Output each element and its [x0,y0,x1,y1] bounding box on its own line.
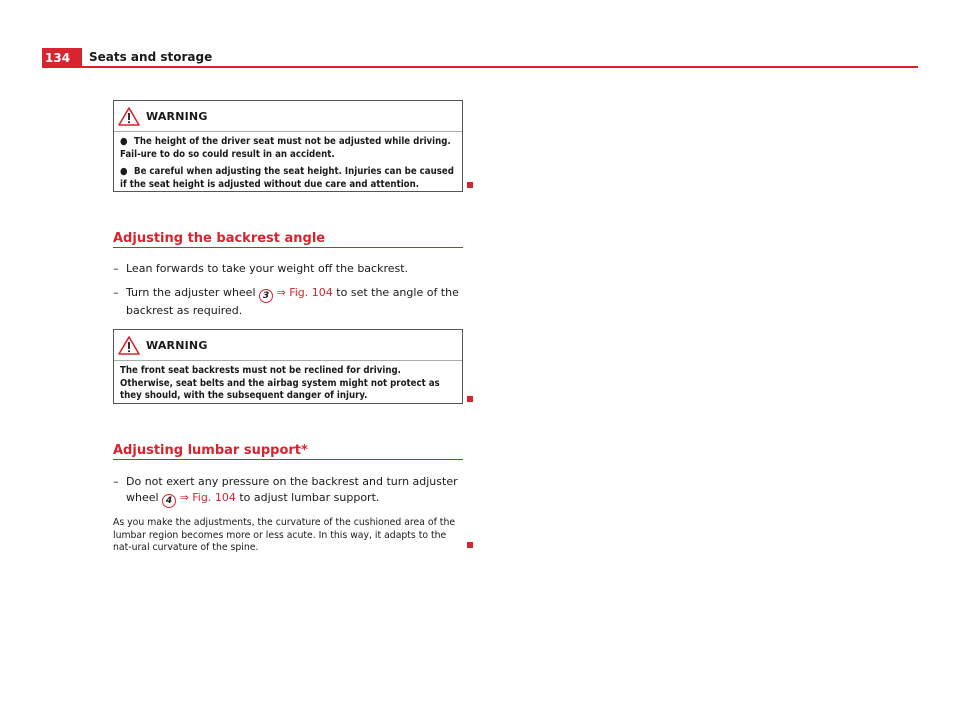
warning-item-text: Be careful when adjusting the seat height. Injuries can be caused if the seat height is adjusted without due care and attention. [120,166,454,190]
step-text-pre: Turn the adjuster wheel [126,286,256,299]
warning-text: The front seat backrests must not be reclined for driving. Otherwise, seat belts and the airbag system might not protect as they should, with the subsequent danger of injury. [120,365,440,401]
header-rule [42,66,918,68]
callout-number-3: 3 [259,289,273,303]
warning-item-text: The height of the driver seat must not be adjusted while driving. Fail-ure to do so could result in an accident. [120,136,451,160]
section-rule [113,459,463,460]
warning-label: WARNING [146,339,208,352]
section-title-lumbar-support: Adjusting lumbar support* [113,443,308,458]
step-text-pre: Do not exert any pressure on the backrest and turn adjuster wheel [126,475,458,504]
dash: – [113,475,119,488]
section-rule [113,247,463,248]
bullet: ● [120,136,128,147]
callout-number-4: 4 [162,494,176,508]
step-text: Lean forwards to take your weight off the backrest. [126,262,409,275]
step-turn-wheel [113,285,463,319]
step-lumbar-adjust [113,474,463,508]
figure-reference-link[interactable]: ⇒ Fig. 104 [276,286,333,299]
warning-box-seat-height [113,100,463,192]
warning-header [114,330,462,361]
step-lean-forwards [113,261,463,277]
step-text [126,285,463,319]
dash: – [113,262,119,275]
section-title-backrest-angle: Adjusting the backrest angle [113,231,326,246]
warning-item [120,136,456,161]
section-end-marker [467,182,473,188]
warning-label: WARNING [146,110,208,123]
bullet: ● [120,166,128,177]
lumbar-description-paragraph: As you make the adjustments, the curvature of the cushioned area of the lumbar region becomes more or less acute. In this way, it adapts to the nat-ural curvature of the spine. [113,517,456,553]
figure-reference-link[interactable]: ⇒ Fig. 104 [179,491,236,504]
warning-triangle-icon [118,336,140,355]
warning-triangle-icon [118,107,140,126]
section-end-marker [467,542,473,548]
dash: – [113,286,119,299]
step-text-post: to adjust lumbar support. [239,491,380,504]
step-text [126,474,463,508]
page-number: 134 [42,48,82,68]
running-title: Seats and storage [89,50,213,64]
step-text-post: to set the angle of the backrest as required. [126,286,459,317]
warning-header [114,101,462,132]
warning-body [114,361,462,408]
warning-box-backrest [113,329,463,404]
warning-body [114,132,462,196]
section-end-marker [467,396,473,402]
warning-item [120,166,456,191]
